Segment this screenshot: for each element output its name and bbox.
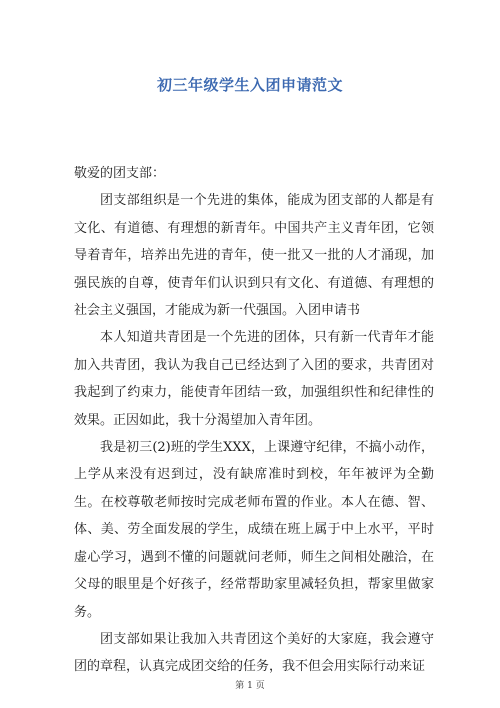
paragraph: 团支部如果让我加入共青团这个美好的大家庭，我会遵守团的章程，认真完成团交给的任务，我不但会用实际行动来证 xyxy=(74,631,434,675)
paragraph: 团支部组织是一个先进的集体，能成为团支部的人都是有文化、有道德、有理想的新青年。中国共产主义青年团，它领导着青年，培养出先进的青年，使一批又一批的人才涌现，加强民族的自尊，使青年们认识到只有文化、有道德、有理想的社会主义强国，才能成为新一代强国。入团申请书 xyxy=(74,193,434,319)
page-number: 第 1 页 xyxy=(235,681,265,691)
salutation: 敬爱的团支部： xyxy=(74,166,166,181)
paragraph: 本人知道共青团是一个先进的团体，只有新一代青年才能加入共青团，我认为我自己已经达到了入团的要求，共青团对我起到了约束力，能使青年团结一致，加强组织性和纪律性的效果。正因如此，我十分渴望加入青年团。 xyxy=(74,330,434,428)
paragraph: 我是初三(2)班的学生XXX，上课遵守纪律，不搞小动作，上学从来没有迟到过，没有缺席准时到校，年年被评为全勤生。在校尊敬老师按时完成老师布置的作业。本人在德、智、体、美、劳全面发展的学生，成绩在班上属于中上水平，平时虚心学习，遇到不懂的问题就问老师，师生之间相处融洽，在父母的眼里是个好孩子，经常帮助家里减轻负担，帮家里做家务。 xyxy=(74,440,434,620)
document-title: 初三年级学生入团申请范文 xyxy=(156,76,343,94)
document-body xyxy=(74,160,434,681)
